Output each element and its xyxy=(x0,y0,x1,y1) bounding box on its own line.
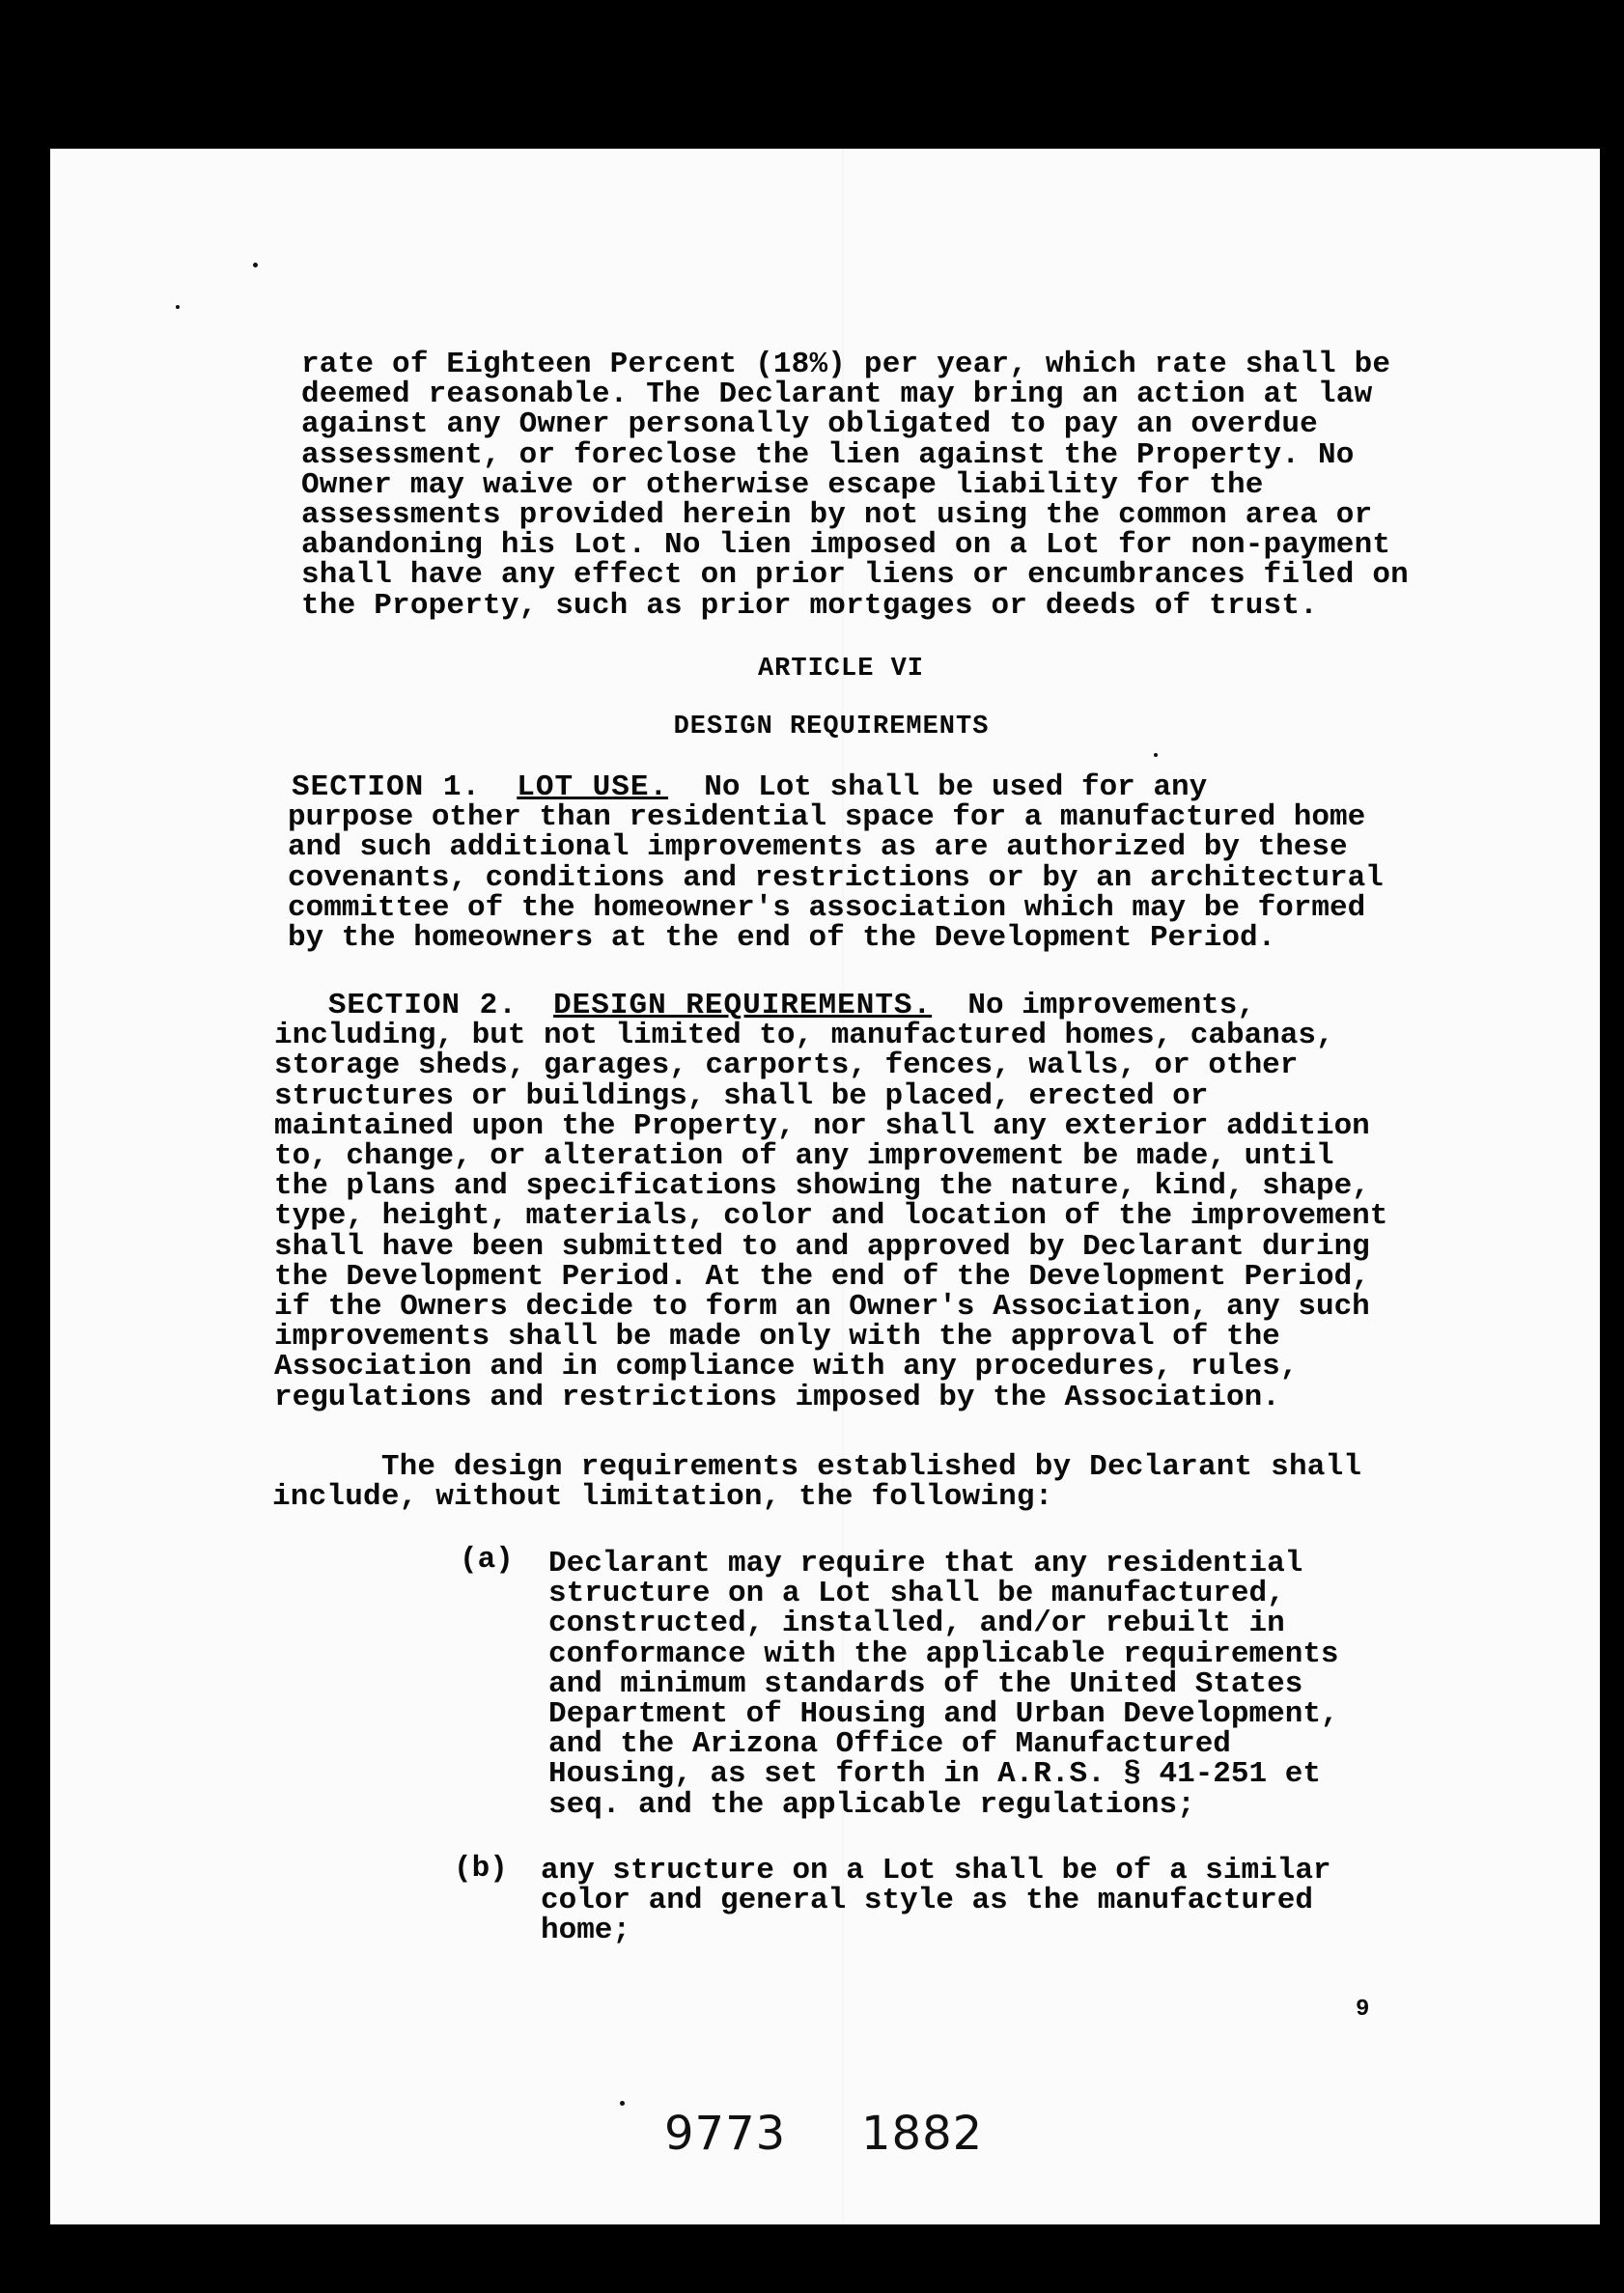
page-number: 9 xyxy=(1356,1997,1370,2023)
section-2-design-requirements xyxy=(274,991,1387,1412)
section-2-title: DESIGN REQUIREMENTS. xyxy=(553,989,933,1022)
article-heading: ARTICLE VI xyxy=(757,655,925,684)
section-1-label: SECTION 1. xyxy=(292,770,482,804)
section-1-first-line: No Lot shall be used for any xyxy=(704,770,1208,804)
scan-speck xyxy=(620,2101,625,2106)
list-item-marker-a: (a) xyxy=(460,1543,514,1577)
scan-speck xyxy=(253,263,258,267)
paragraph-assessment-interest: rate of Eighteen Percent (18%) per year, which rate shall be deemed reasonable. The Declarant may bring an action at law against any Owner personally obligated to pay an overdue assessment, or foreclose the lien against the Property. No Owner may waive or otherwise escape liability for the assessments provided herein by not using the common area or abandoning his Lot. No lien imposed on a Lot for non-payment shall have any effect on prior liens or encumbrances filed on the Property, such as prior mortgages or deeds of trust. xyxy=(301,348,1409,623)
article-title: DESIGN REQUIREMENTS xyxy=(673,713,990,741)
scan-speck xyxy=(1154,753,1158,757)
scan-speck xyxy=(176,305,180,309)
list-item-a: Declarant may require that any residential structure on a Lot shall be manufactured, constructed, installed, and/or rebuilt in conformance with the applicable requirements and minimum standards of the United States Department of Housing and Urban Development, and the Arizona Office of Manufactured Housing, as set forth in A.R.S. § 41-251 et seq. and the applicable regulations; xyxy=(548,1547,1339,1822)
list-item-marker-b: (b) xyxy=(454,1852,508,1886)
recording-book-number: 9773 xyxy=(664,2107,787,2161)
list-item-b: any structure on a Lot shall be of a similar color and general style as the manufactured home; xyxy=(541,1854,1331,1948)
section-2-first-line: No improvements, xyxy=(967,989,1255,1022)
section-1-body: purpose other than residential space for a manufactured home and such additional improvements as are authorized by these covenants, conditions and restrictions or by an architectural committee of the homeowner's association which may be formed by the homeowners at the end of the Development Period. xyxy=(288,800,1384,956)
paragraph-design-requirements-intro: The design requirements established by Declarant shall include, without limitation, the following: xyxy=(272,1450,1362,1515)
section-2-body: including, but not limited to, manufactured homes, cabanas, storage sheds, garages, carports, fences, walls, or other structures or buildings, shall be placed, erected or maintained upon the Property, nor shall any exterior addition to, change, or alteration of any improvement be made, until the plans and specifications showing the nature, kind, shape, type, height, materials, color and location of the improvement shall have been submitted to and approved by Declarant during the Development Period. At the end of the Development Period, if the Owners decide to form an Owner's Association, any such improvements shall be made only with the approval of the Association and in compliance with any procedures, rules, regulations and restrictions imposed by the Association. xyxy=(274,1019,1388,1414)
section-2-label: SECTION 2. xyxy=(327,989,518,1022)
section-1-title: LOT USE. xyxy=(517,770,669,804)
recording-page-number: 1882 xyxy=(861,2107,984,2161)
section-1-lot-use xyxy=(288,770,1387,956)
